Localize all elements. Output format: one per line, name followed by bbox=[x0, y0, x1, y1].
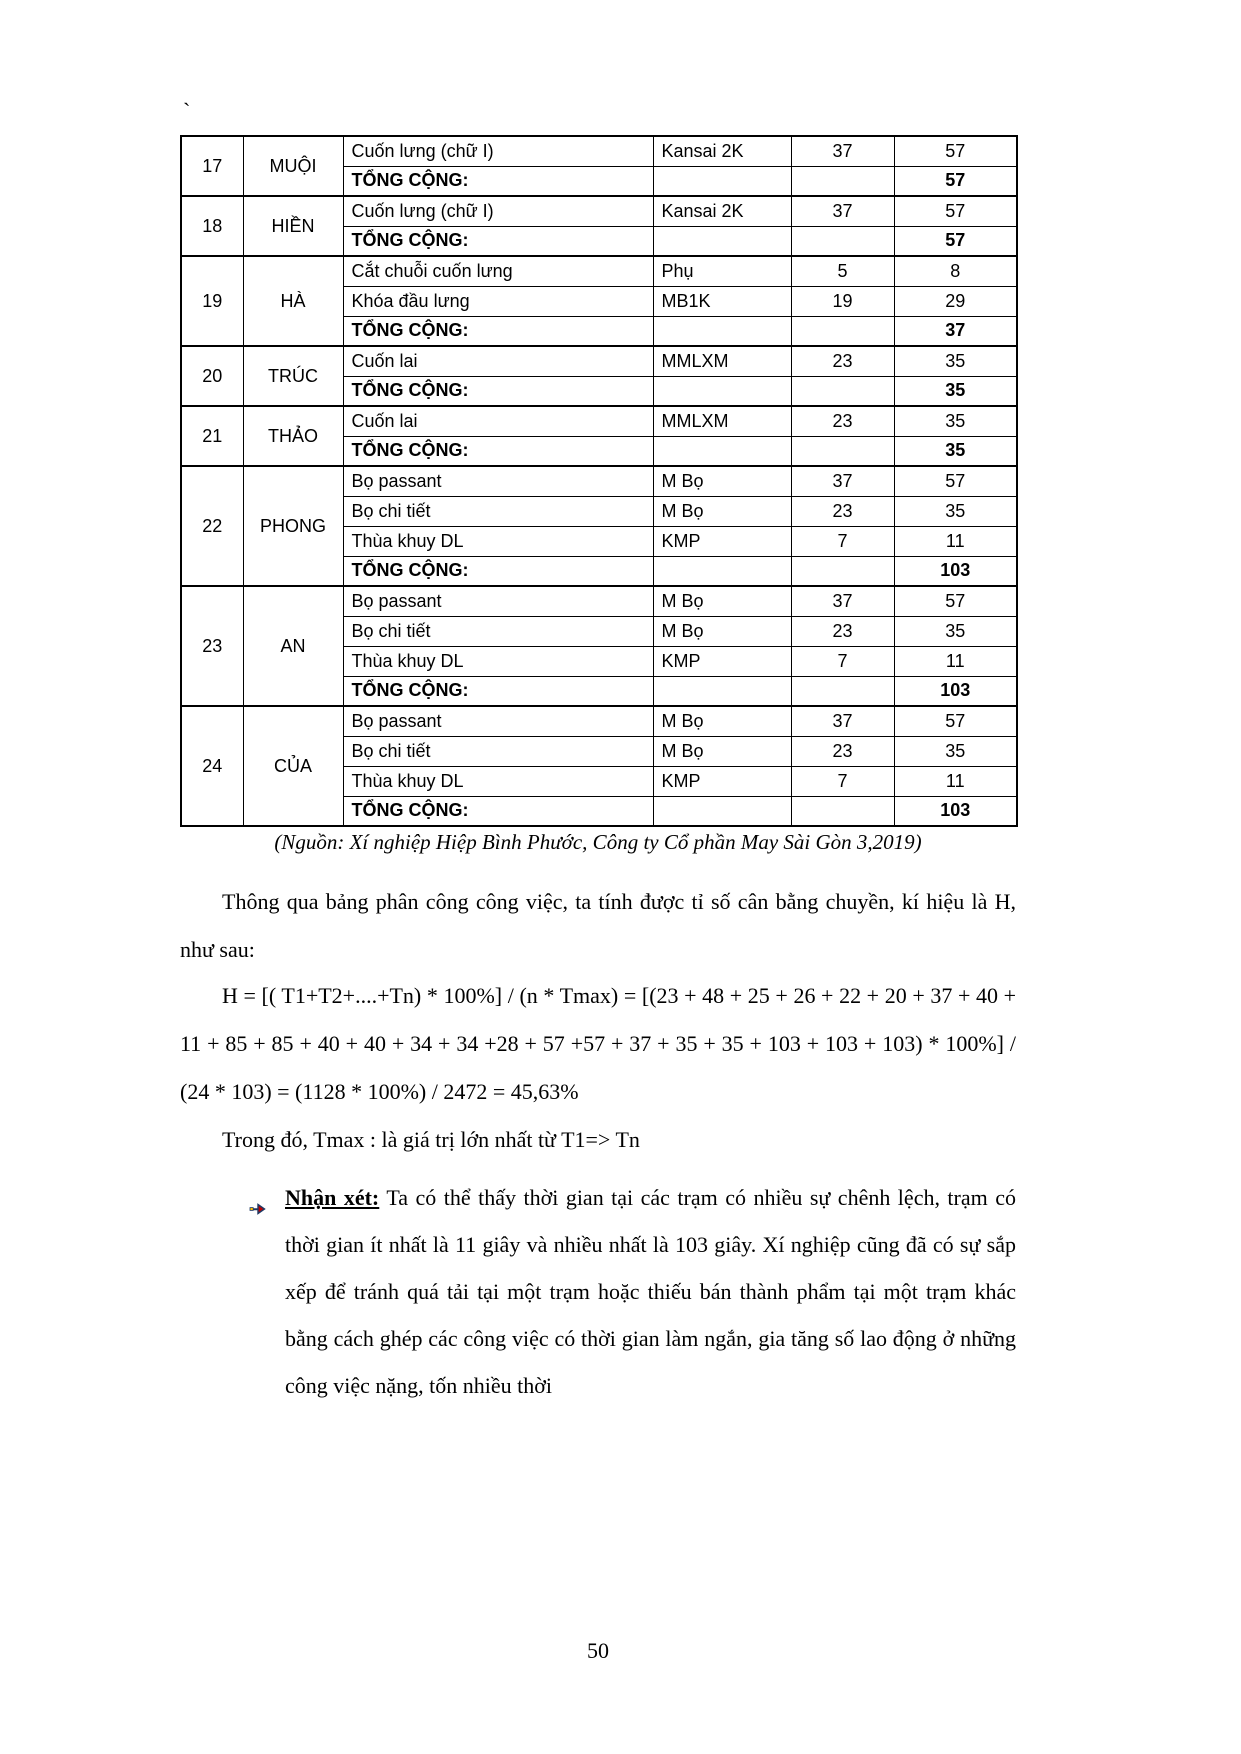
total-time-cell: 57 bbox=[894, 196, 1017, 226]
machine-cell: KMP bbox=[653, 526, 791, 556]
total-value-cell: 35 bbox=[894, 376, 1017, 406]
total-time-cell: 8 bbox=[894, 256, 1017, 286]
task-name-cell: Cắt chuỗi cuốn lưng bbox=[343, 256, 653, 286]
total-time-cell: 11 bbox=[894, 526, 1017, 556]
task-row bbox=[181, 196, 1017, 226]
machine-cell-empty bbox=[653, 436, 791, 466]
machine-cell-empty bbox=[653, 556, 791, 586]
task-row bbox=[181, 136, 1017, 166]
total-time-cell: 35 bbox=[894, 406, 1017, 436]
total-time-cell: 57 bbox=[894, 466, 1017, 496]
time-cell: 19 bbox=[791, 286, 894, 316]
machine-cell: MMLXM bbox=[653, 346, 791, 376]
total-label-cell: TỔNG CỘNG: bbox=[343, 676, 653, 706]
total-time-cell: 35 bbox=[894, 616, 1017, 646]
time-cell-empty bbox=[791, 556, 894, 586]
remark-text: Ta có thể thấy thời gian tại các trạm có nhiều sự chênh lệch, trạm có thời gian ít nhất là 11 giây và nhiều nhất là 103 giây. Xí nghiệp cũng đã có sự sắp xếp để tránh quá tải tại một trạm hoặc thiếu bán thành phẩm tại một trạm khác bằng cách ghép các công việc có thời gian làm ngắn, gia tăng số lao động ở những công việc nặng, tốn nhiều thời bbox=[285, 1185, 1017, 1398]
total-label-cell: TỔNG CỘNG: bbox=[343, 376, 653, 406]
total-label-cell: TỔNG CỘNG: bbox=[343, 436, 653, 466]
total-time-cell: 57 bbox=[894, 136, 1017, 166]
worker-name-cell: HIỀN bbox=[243, 196, 343, 256]
table-source-caption: (Nguồn: Xí nghiệp Hiệp Bình Phước, Công ty Cổ phần May Sài Gòn 3,2019) bbox=[274, 830, 922, 854]
total-time-cell: 35 bbox=[894, 736, 1017, 766]
time-cell: 5 bbox=[791, 256, 894, 286]
time-cell: 23 bbox=[791, 616, 894, 646]
worker-name-cell: AN bbox=[243, 586, 343, 706]
time-cell: 37 bbox=[791, 586, 894, 616]
worker-name-cell: MUỘI bbox=[243, 136, 343, 196]
machine-cell-empty bbox=[653, 226, 791, 256]
total-time-cell: 57 bbox=[894, 706, 1017, 736]
task-name-cell: Cuốn lai bbox=[343, 346, 653, 376]
station-number-cell: 22 bbox=[181, 466, 243, 586]
task-name-cell: Thùa khuy DL bbox=[343, 646, 653, 676]
station-number-cell: 24 bbox=[181, 706, 243, 826]
assignment-table-body bbox=[181, 136, 1017, 826]
time-cell: 37 bbox=[791, 196, 894, 226]
task-name-cell: Thùa khuy DL bbox=[343, 526, 653, 556]
machine-cell: M Bọ bbox=[653, 736, 791, 766]
worker-name-cell: CỦA bbox=[243, 706, 343, 826]
total-value-cell: 57 bbox=[894, 226, 1017, 256]
time-cell: 37 bbox=[791, 466, 894, 496]
station-number-cell: 20 bbox=[181, 346, 243, 406]
total-value-cell: 57 bbox=[894, 166, 1017, 196]
time-cell: 23 bbox=[791, 346, 894, 376]
machine-cell: MMLXM bbox=[653, 406, 791, 436]
machine-cell: M Bọ bbox=[653, 466, 791, 496]
line-balance-formula: H = [( T1+T2+....+Tn) * 100%] / (n * Tmax) = [(23 + 48 + 25 + 26 + 22 + 20 + 37 + 40 + 11 + 85 + 85 + 40 + 40 + 34 + 34 +28 + 57 +57 + 37 + 35 + 35 + 103 + 103 + 103) * 100%] / (24 * 103) = (1128 * 100%) / 2472 = 45,63% bbox=[180, 983, 1016, 1104]
task-row bbox=[181, 586, 1017, 616]
task-name-cell: Bọ passant bbox=[343, 706, 653, 736]
total-label-cell: TỔNG CỘNG: bbox=[343, 316, 653, 346]
total-time-cell: 35 bbox=[894, 346, 1017, 376]
time-cell-empty bbox=[791, 436, 894, 466]
task-name-cell: Bọ chi tiết bbox=[343, 736, 653, 766]
task-name-cell: Cuốn lai bbox=[343, 406, 653, 436]
task-name-cell: Bọ passant bbox=[343, 586, 653, 616]
total-value-cell: 103 bbox=[894, 796, 1017, 826]
total-time-cell: 11 bbox=[894, 646, 1017, 676]
task-name-cell: Khóa đầu lưng bbox=[343, 286, 653, 316]
time-cell-empty bbox=[791, 676, 894, 706]
machine-cell: Kansai 2K bbox=[653, 136, 791, 166]
total-label-cell: TỔNG CỘNG: bbox=[343, 796, 653, 826]
time-cell: 7 bbox=[791, 526, 894, 556]
total-label-cell: TỔNG CỘNG: bbox=[343, 556, 653, 586]
machine-cell: M Bọ bbox=[653, 616, 791, 646]
machine-cell: M Bọ bbox=[653, 496, 791, 526]
time-cell-empty bbox=[791, 226, 894, 256]
task-row bbox=[181, 706, 1017, 736]
station-number-cell: 17 bbox=[181, 136, 243, 196]
total-value-cell: 103 bbox=[894, 556, 1017, 586]
time-cell-empty bbox=[791, 796, 894, 826]
task-name-cell: Bọ passant bbox=[343, 466, 653, 496]
task-row bbox=[181, 346, 1017, 376]
time-cell-empty bbox=[791, 376, 894, 406]
time-cell: 7 bbox=[791, 646, 894, 676]
task-name-cell: Cuốn lưng (chữ I) bbox=[343, 196, 653, 226]
worker-name-cell: THẢO bbox=[243, 406, 343, 466]
worker-name-cell: HÀ bbox=[243, 256, 343, 346]
time-cell: 37 bbox=[791, 706, 894, 736]
remark-paragraph bbox=[285, 1174, 1016, 1409]
time-cell: 23 bbox=[791, 406, 894, 436]
station-number-cell: 19 bbox=[181, 256, 243, 346]
total-value-cell: 35 bbox=[894, 436, 1017, 466]
machine-cell: M Bọ bbox=[653, 706, 791, 736]
time-cell: 37 bbox=[791, 136, 894, 166]
task-name-cell: Bọ chi tiết bbox=[343, 496, 653, 526]
total-label-cell: TỔNG CỘNG: bbox=[343, 166, 653, 196]
machine-cell-empty bbox=[653, 796, 791, 826]
total-time-cell: 35 bbox=[894, 496, 1017, 526]
remark-label: Nhận xét: bbox=[285, 1185, 380, 1210]
machine-cell: M Bọ bbox=[653, 586, 791, 616]
machine-cell: Kansai 2K bbox=[653, 196, 791, 226]
total-time-cell: 29 bbox=[894, 286, 1017, 316]
worker-name-cell: PHONG bbox=[243, 466, 343, 586]
task-name-cell: Bọ chi tiết bbox=[343, 616, 653, 646]
total-time-cell: 57 bbox=[894, 586, 1017, 616]
station-number-cell: 21 bbox=[181, 406, 243, 466]
machine-cell-empty bbox=[653, 166, 791, 196]
tmax-definition: Trong đó, Tmax : là giá trị lớn nhất từ T1=> Tn bbox=[222, 1127, 640, 1152]
time-cell-empty bbox=[791, 316, 894, 346]
total-label-cell: TỔNG CỘNG: bbox=[343, 226, 653, 256]
time-cell: 7 bbox=[791, 766, 894, 796]
machine-cell: Phụ bbox=[653, 256, 791, 286]
total-value-cell: 37 bbox=[894, 316, 1017, 346]
station-number-cell: 23 bbox=[181, 586, 243, 706]
machine-cell: KMP bbox=[653, 646, 791, 676]
time-cell: 23 bbox=[791, 496, 894, 526]
station-number-cell: 18 bbox=[181, 196, 243, 256]
task-row bbox=[181, 406, 1017, 436]
machine-cell-empty bbox=[653, 376, 791, 406]
work-assignment-table bbox=[180, 135, 1018, 827]
machine-cell-empty bbox=[653, 316, 791, 346]
task-row bbox=[181, 466, 1017, 496]
task-name-cell: Thùa khuy DL bbox=[343, 766, 653, 796]
worker-name-cell: TRÚC bbox=[243, 346, 343, 406]
machine-cell: MB1K bbox=[653, 286, 791, 316]
total-value-cell: 103 bbox=[894, 676, 1017, 706]
time-cell: 23 bbox=[791, 736, 894, 766]
page-number: 50 bbox=[587, 1638, 609, 1663]
task-name-cell: Cuốn lưng (chữ I) bbox=[343, 136, 653, 166]
task-row bbox=[181, 256, 1017, 286]
intro-paragraph: Thông qua bảng phân công công việc, ta tính được tỉ số cân bằng chuyền, kí hiệu là H, như sau: bbox=[180, 889, 1016, 962]
stray-backtick-mark: ` bbox=[183, 98, 191, 123]
bullet-arrow-icon bbox=[249, 1187, 267, 1205]
machine-cell: KMP bbox=[653, 766, 791, 796]
time-cell-empty bbox=[791, 166, 894, 196]
machine-cell-empty bbox=[653, 676, 791, 706]
total-time-cell: 11 bbox=[894, 766, 1017, 796]
